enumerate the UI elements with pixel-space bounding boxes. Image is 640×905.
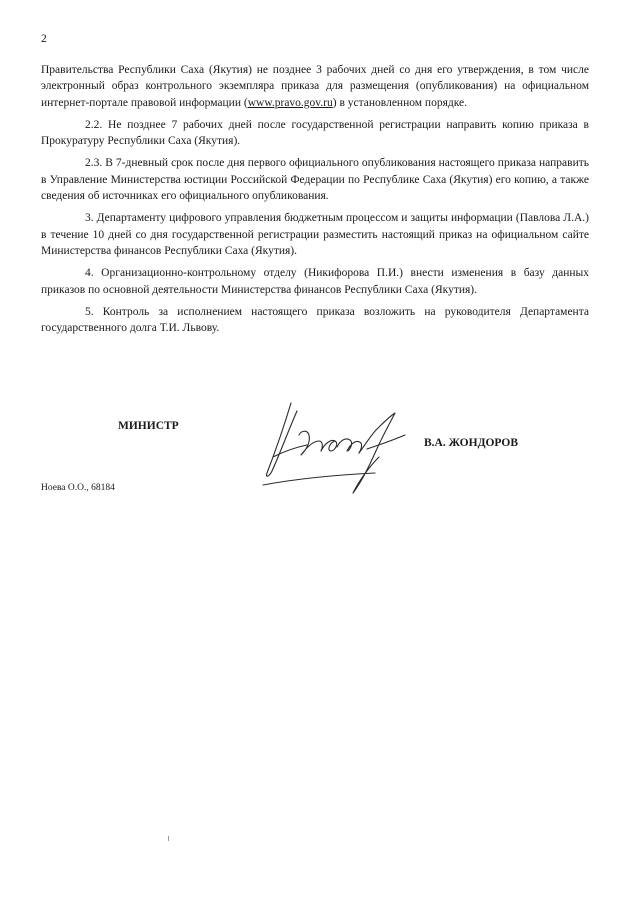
paragraph-text: Правительства Республики Саха (Якутия) не позднее 3 рабочих дней со дня его утверждения, в том числе электронный образ контрольного экземпляра приказа для размещения (опубликования) на официальном интернет-портале правовой информации ( <box>41 64 589 109</box>
paragraph-2-2: 2.2. Не позднее 7 рабочих дней после государственной регистрации направить копию приказа в Прокуратуру Республики Саха (Якутия). <box>41 118 589 148</box>
paragraph-3: 3. Департаменту цифрового управления бюджетным процессом и защиты информации (Павлова Л.А.) в течение 10 дней со дня государственной регистрации разместить настоящий приказ на официальном сайте Министерства финансов Республики Саха (Якутия). <box>41 212 589 257</box>
page-mark <box>168 836 169 841</box>
paragraph-2-3: 2.3. В 7-дневный срок после дня первого официального опубликования настоящего приказа направить в Управление Министерства юстиции Российской Федерации по Республике Саха (Якутия) его копию, а также сведения об источниках его официального опубликования. <box>41 157 589 203</box>
document-body <box>41 62 589 342</box>
signatory-name: В.А. ЖОНДОРОВ <box>424 437 519 449</box>
paragraph-text: ) в установленном порядке. <box>332 96 467 109</box>
paragraph-continuation <box>41 62 589 111</box>
signatory-role: МИНИСТР <box>118 420 179 432</box>
page-number: 2 <box>41 33 47 45</box>
handwritten-signature <box>255 395 425 495</box>
pravo-gov-link[interactable]: www.pravo.gov.ru <box>247 96 333 109</box>
paragraph-5: 5. Контроль за исполнением настоящего приказа возложить на руководителя Департамента государственного долга Т.И. Львову. <box>41 305 589 335</box>
paragraph-4: 4. Организационно-контрольному отделу (Никифорова П.И.) внести изменения в базу данных приказов по основной деятельности Министерства финансов Республики Саха (Якутия). <box>41 267 589 296</box>
executor-contact: Ноева О.О., 68184 <box>41 483 115 493</box>
